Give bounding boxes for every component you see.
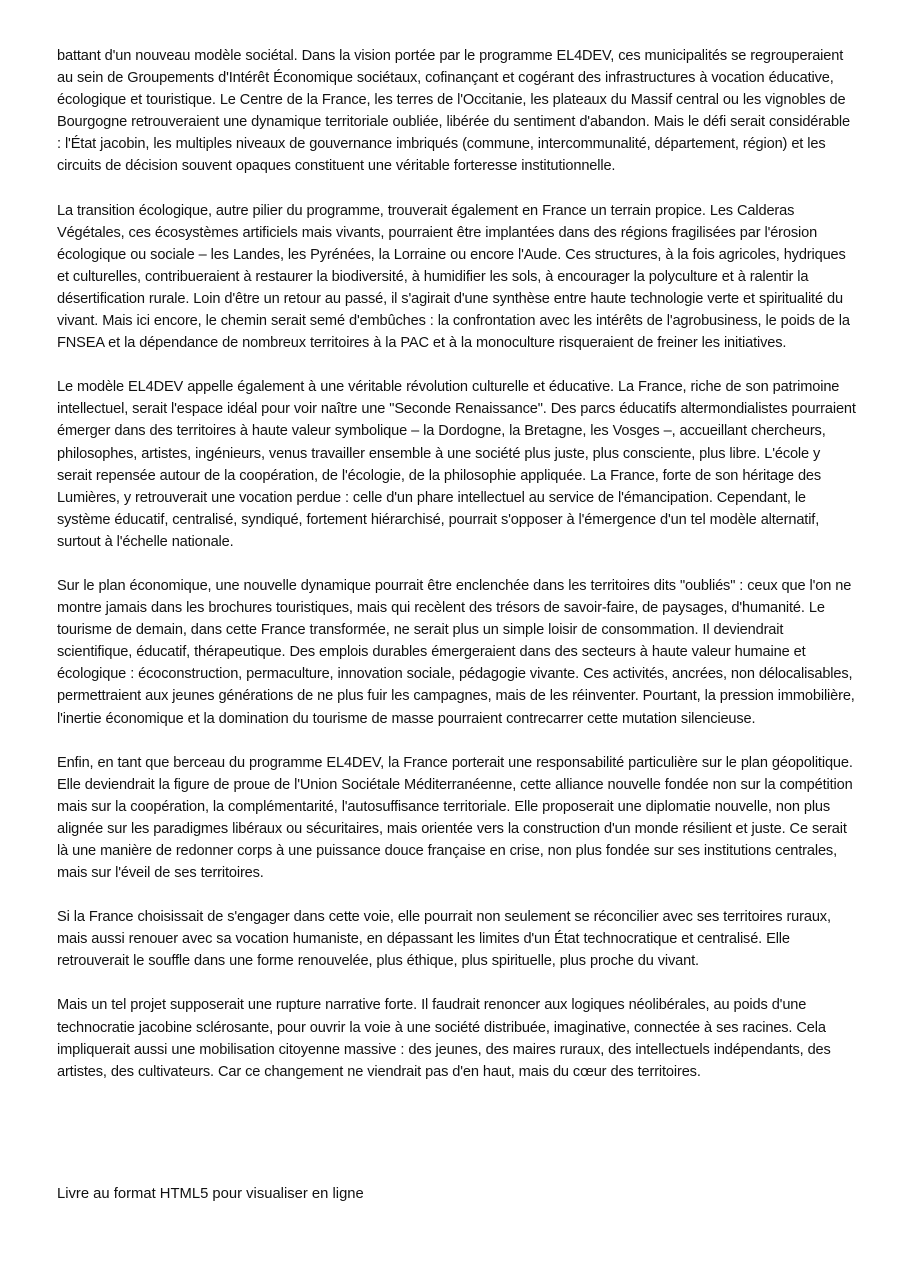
paragraph: Mais un tel projet supposerait une rupture narrative forte. Il faudrait renoncer aux logiques néolibérales, au poids d'une technocratie jacobine sclérosante, pour ouvrir la voie à une société distribuée, imaginative, connectée à ses racines. Cela impliquerait aussi une mobilisation citoyenne massive : des jeunes, des maires ruraux, des intellectuels indépendants, des artistes, des cultivateurs. Car ce changement ne viendrait pas d'en haut, mais du cœur des territoires. — [57, 997, 835, 1080]
paragraph: Sur le plan économique, une nouvelle dynamique pourrait être enclenchée dans les territoires dits "oubliés" : ceux que l'on ne montre jamais dans les brochures touristiques, mais qui recèlent des trésors de savoir-faire, de paysages, d'humanité. Le tourisme de demain, dans cette France transformée, ne serait plus un simple loisir de consommation. Il deviendrait scientifique, éducatif, thérapeutique. Des emplois durables émergeraient dans des secteurs à haute valeur humaine et écologique : écoconstruction, permaculture, innovation sociale, pédagogie vivante. Ces activités, ancrées, non délocalisables, permettraient aux jeunes générations de ne plus fuir les campagnes, mais de les réinventer. Pourtant, la pression immobilière, l'inertie économique et la domination du tourisme de masse pourraient contrecarrer cette mutation silencieuse. — [57, 577, 859, 727]
paragraph: Si la France choisissait de s'engager dans cette voie, elle pourrait non seulement se réconcilier avec ses territoires ruraux, mais aussi renouer avec sa vocation humaniste, en dépassant les limites d'un État technocratique et centralisé. Elle retrouverait le souffle dans une forme renouvelée, plus éthique, plus spirituelle, plus proche du vivant. — [57, 909, 835, 970]
paragraph: Le modèle EL4DEV appelle également à une véritable révolution culturelle et éducative. La France, riche de son patrimoine intellectuel, serait l'espace idéal pour voir naître une "Seconde Renaissance". Des parcs éducatifs altermondialistes pourraient émerger dans des territoires à haute valeur symbolique – la Dordogne, la Bretagne, les Vosges –, accueillant chercheurs, philosophes, artistes, ingénieurs, venus travailler ensemble à une société plus juste, plus consciente, plus libre. L'école y serait repensée autour de la coopération, de l'écologie, de la philosophie appliquée. La France, forte de son héritage des Lumières, y retrouverait une vocation perdue : celle d'un phare intellectuel au service de l'émancipation. Cependant, le système éducatif, centralisé, syndiqué, fortement hiérarchisé, pourrait s'opposer à l'émergence d'un tel modèle alternatif, surtout à l'échelle nationale. — [57, 379, 860, 550]
paragraph: battant d'un nouveau modèle sociétal. Dans la vision portée par le programme EL4DEV, ces municipalités se regrouperaient au sein de Groupements d'Intérêt Économique sociétaux, cofinançant et cogérant des infrastructures à vocation éducative, écologique et touristique. Le Centre de la France, les terres de l'Occitanie, les plateaux du Massif central ou les vignobles de Bourgogne retrouveraient une dynamique territoriale oubliée, libérée du sentiment d'abandon. Mais le défi serait considérable : l'État jacobin, les multiples niveaux de gouvernance imbriqués (commune, intercommunalité, département, région) et les circuits de décision souvent opaques constituent une véritable forteresse institutionnelle. — [57, 48, 855, 175]
document-body — [57, 45, 860, 1083]
footer-note: Livre au format HTML5 pour visualiser en ligne — [57, 1186, 364, 1202]
paragraph: Enfin, en tant que berceau du programme EL4DEV, la France porterait une responsabilité particulière sur le plan géopolitique. Elle deviendrait la figure de proue de l'Union Sociétale Méditerranéenne, cette alliance nouvelle fondée non sur la compétition mais sur la coopération, la complémentarité, l'autosuffisance territoriale. Elle proposerait une diplomatie nouvelle, non plus alignée sur les paradigmes libéraux ou sécuritaires, mais orientée vers la construction d'un monde résilient et juste. Ce serait là une manière de redonner corps à une puissance douce française en crise, non plus fondée sur ses institutions centrales, mais sur l'éveil de ses territoires. — [57, 754, 857, 882]
paragraph: La transition écologique, autre pilier du programme, trouverait également en France un terrain propice. Les Calderas Végétales, ces écosystèmes artificiels mais vivants, pourraient être implantées dans des régions fragilisées par l'érosion écologique ou sociale – les Landes, les Pyrénées, la Lorraine ou encore l'Aude. Ces structures, à la fois agricoles, hydriques et culturelles, contribueraient à restaurer la biodiversité, à humidifier les sols, à encourager la polyculture et à ralentir la désertification rurale. Loin d'être un retour au passé, il s'agirait d'une synthèse entre haute technologie verte et spiritualité du vivant. Mais ici encore, le chemin serait semé d'embûches : la confrontation avec les intérêts de l'agrobusiness, le poids de la FNSEA et la dépendance de nombreux territoires à la PAC et à la monoculture risqueraient de freiner les initiatives. — [57, 202, 854, 352]
